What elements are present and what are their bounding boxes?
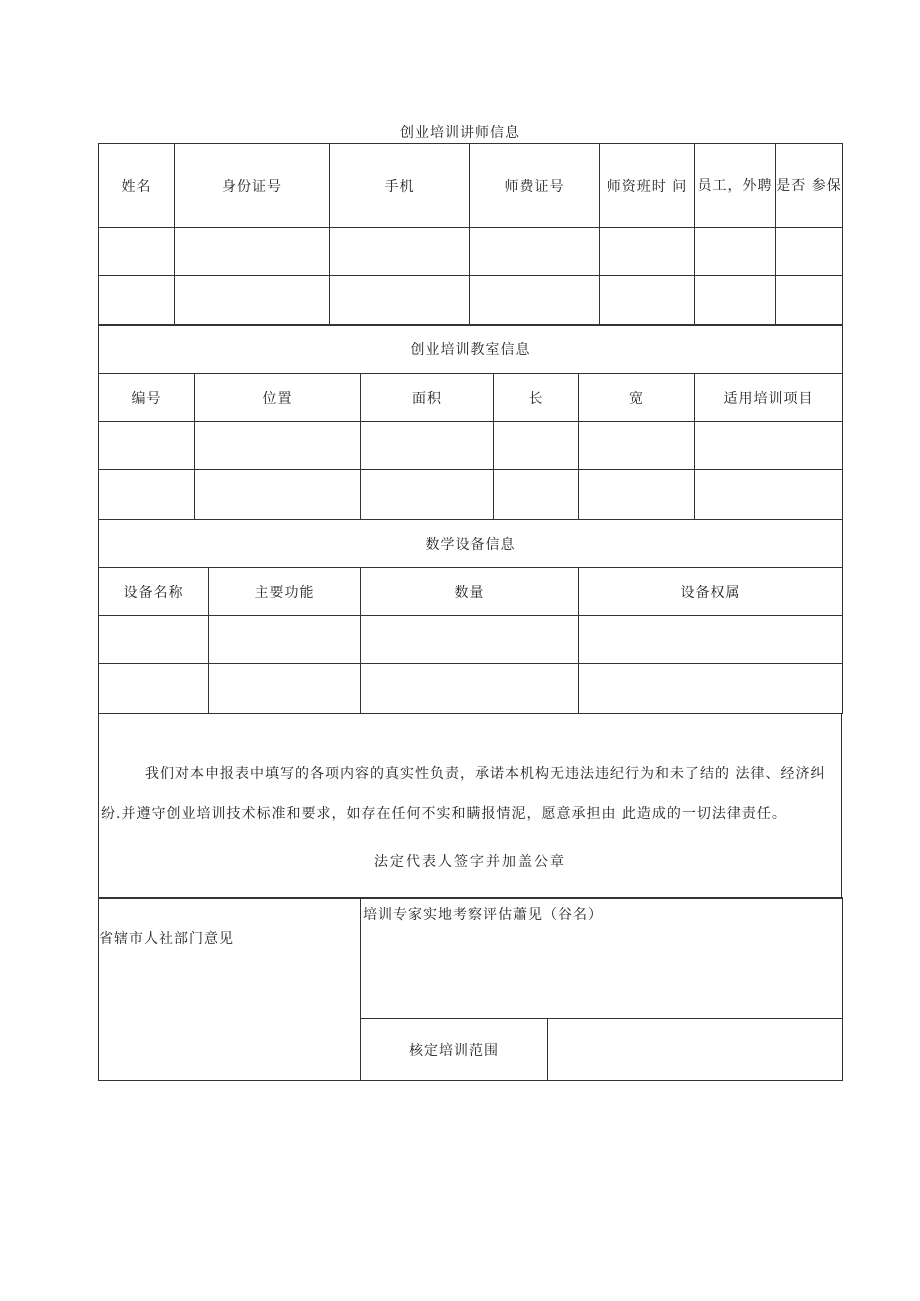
cell[interactable] [209, 664, 361, 714]
signature-label: 法定代表人签字并加盖公章 [374, 854, 566, 870]
cell[interactable] [209, 616, 361, 664]
equipment-section-title: 数学设备信息 [99, 520, 843, 568]
header-location: 位置 [195, 374, 361, 422]
table-row [99, 422, 843, 470]
province-dept-opinion-cell[interactable] [99, 898, 361, 1081]
header-area: 面积 [361, 374, 494, 422]
expert-review-cell[interactable] [361, 898, 843, 1019]
cell[interactable] [579, 422, 695, 470]
cell[interactable] [494, 422, 579, 470]
cell[interactable] [579, 664, 843, 714]
header-width: 宽 [579, 374, 695, 422]
header-name: 姓名 [99, 144, 175, 228]
opinions-table [98, 897, 843, 1081]
table-row [99, 616, 843, 664]
header-applicable-projects: 适用培训项目 [695, 374, 843, 422]
cell[interactable] [776, 228, 843, 276]
cell[interactable] [175, 228, 330, 276]
cell[interactable] [361, 664, 579, 714]
cell[interactable] [330, 228, 470, 276]
cell[interactable] [99, 276, 175, 326]
header-insured: 是否 参保 [776, 144, 843, 228]
cell[interactable] [494, 470, 579, 520]
cell[interactable] [695, 276, 776, 326]
header-employee-type: 员工，外聘 [695, 144, 776, 228]
cell[interactable] [99, 616, 209, 664]
cell[interactable] [579, 616, 843, 664]
cell[interactable] [99, 664, 209, 714]
header-training-time: 师资班时 问 [600, 144, 695, 228]
cell[interactable] [579, 470, 695, 520]
cell[interactable] [99, 470, 195, 520]
cell[interactable] [361, 616, 579, 664]
header-number: 编号 [99, 374, 195, 422]
trainer-table [98, 143, 843, 326]
header-id-number: 身份证号 [175, 144, 330, 228]
classroom-table [98, 324, 843, 520]
equipment-table [98, 519, 843, 714]
table-row [99, 470, 843, 520]
header-certificate: 师费证号 [470, 144, 600, 228]
cell[interactable] [695, 422, 843, 470]
header-quantity: 数量 [361, 568, 579, 616]
cell[interactable] [600, 228, 695, 276]
cell[interactable] [470, 228, 600, 276]
declaration-text-line1: 我们对本申报表中填写的各项内容的真实性负责，承诺本机构无违法违纪行为和未了结的 法律、经济纠 [145, 766, 826, 782]
cell[interactable] [695, 470, 843, 520]
classroom-section-title: 创业培训教室信息 [99, 325, 843, 374]
header-equipment-name: 设备名称 [99, 568, 209, 616]
declaration-table [98, 713, 842, 899]
cell[interactable] [195, 422, 361, 470]
scope-value-cell[interactable] [548, 1019, 843, 1081]
expert-review-label: 培训专家实地考察评估蕭见（谷名） [363, 907, 603, 923]
cell[interactable] [99, 422, 195, 470]
cell[interactable] [695, 228, 776, 276]
scope-label: 核定培训范围 [361, 1019, 548, 1081]
cell[interactable] [175, 276, 330, 326]
cell[interactable] [99, 228, 175, 276]
declaration-cell [99, 714, 842, 899]
table-row [99, 228, 843, 276]
cell[interactable] [361, 470, 494, 520]
header-length: 长 [494, 374, 579, 422]
header-main-function: 主要功能 [209, 568, 361, 616]
table-row [99, 664, 843, 714]
trainer-section-title: 创业培训讲师信息 [400, 125, 520, 141]
header-ownership: 设备权属 [579, 568, 843, 616]
cell[interactable] [600, 276, 695, 326]
province-dept-opinion-label: 省辖市人社部门意见 [99, 931, 234, 947]
cell[interactable] [470, 276, 600, 326]
cell[interactable] [361, 422, 494, 470]
cell[interactable] [330, 276, 470, 326]
header-phone: 手机 [330, 144, 470, 228]
cell[interactable] [195, 470, 361, 520]
table-row [99, 276, 843, 326]
cell[interactable] [776, 276, 843, 326]
declaration-text-line2: 纷.并遵守创业培训技术标准和要求，如存在任何不实和瞒报情泥，愿意承担由 此造成的一切法律责任。 [101, 806, 787, 822]
